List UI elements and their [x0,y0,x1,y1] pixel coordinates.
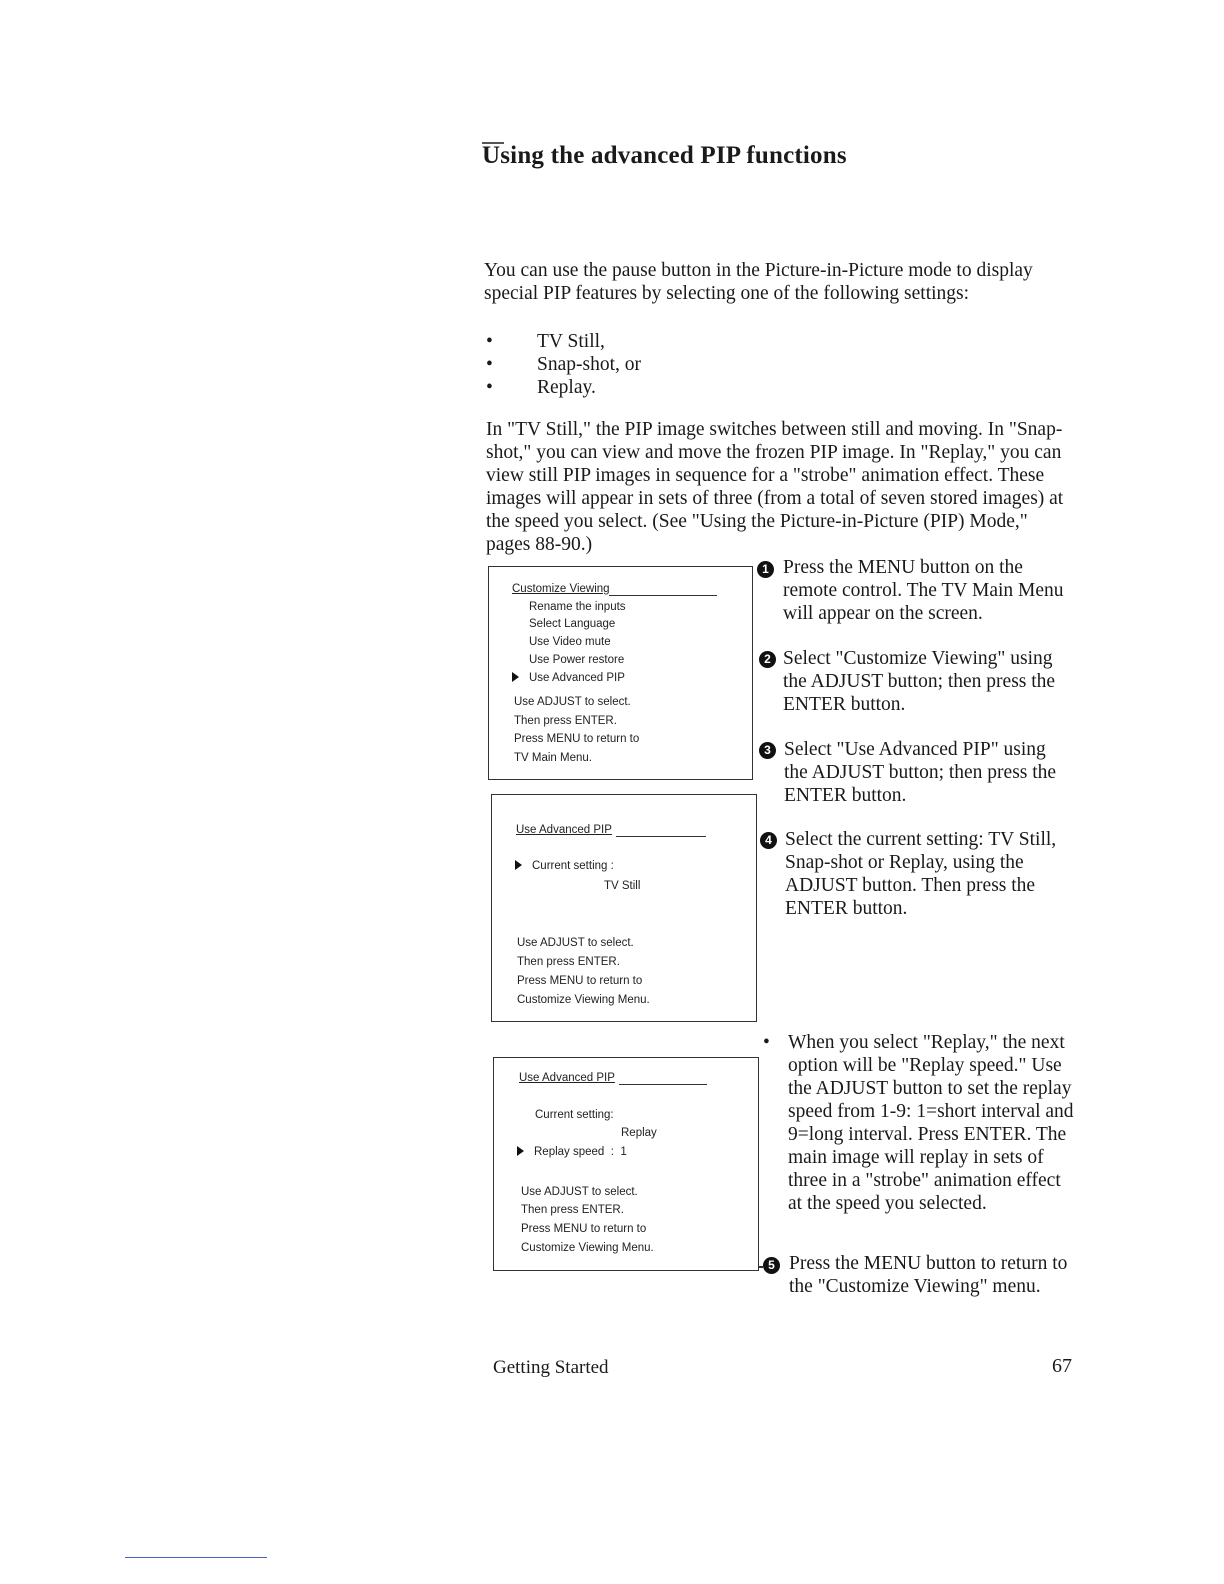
help-line: Press MENU to return to [514,733,640,745]
step-number-badge: 4 [760,832,777,849]
step-text: Press the MENU button on the remote control. The TV Main Menu will appear on the screen. [783,557,1064,624]
selection-arrow-icon [517,1146,524,1156]
help-line: Customize Viewing Menu. [521,1242,654,1254]
bullet-icon: • [486,331,493,352]
current-setting-label: Current setting: [535,1109,614,1121]
help-line: Then press ENTER. [517,956,620,968]
help-line: TV Main Menu. [514,752,592,764]
menu-item-selected: Use Advanced PIP [512,672,625,684]
use-advanced-pip-screen [491,794,757,1022]
step-text: Select "Customize Viewing" using the ADJUST button; then press the ENTER button. [783,648,1056,715]
customize-viewing-menu-screen [488,566,753,780]
title-underline [616,836,706,837]
help-line: Customize Viewing Menu. [517,994,650,1006]
step-number-badge: 5 [763,1257,780,1274]
menu-title: Use Advanced PIP [519,1072,615,1084]
current-setting-value: TV Still [604,880,641,892]
help-line: Then press ENTER. [521,1204,624,1216]
replay-note: When you select "Replay," the next option will be "Replay speed." Use the ADJUST button to set the replay speed from 1-9: 1=short interval and 9=long interval. Press ENTER. The main image will replay in sets of three in a "strobe" animation effect at the speed you selected. [788,1032,1074,1214]
step-number-badge: 3 [759,742,776,759]
list-item: • Replay. [486,377,596,398]
menu-item: Rename the inputs [529,601,626,613]
menu-item: Use Video mute [529,636,611,648]
settings-list [484,330,641,399]
bullet-icon: • [763,1032,770,1053]
menu-title: Use Advanced PIP [516,824,612,836]
step-text: Press the MENU button to return to the "Customize Viewing" menu. [789,1253,1068,1297]
replay-speed-row: Replay speed : 1 [517,1146,627,1158]
help-line: Press MENU to return to [517,975,643,987]
page-title: Using the advanced PIP functions [482,142,847,169]
step-text: Select the current setting: TV Still, Snap-shot or Replay, using the ADJUST button. Then press the ENTER button. [785,829,1057,919]
selection-arrow-icon [512,672,519,682]
bullet-icon: • [486,377,493,398]
current-setting-value: Replay [621,1127,657,1139]
bullet-icon: • [486,354,493,375]
current-setting-row: Current setting : [515,860,614,872]
step-number-badge: 1 [757,561,774,578]
footer-section-name: Getting Started [493,1357,609,1378]
menu-item: Select Language [529,618,616,630]
page-number: 67 [1052,1355,1072,1377]
help-line: Press MENU to return to [521,1223,647,1235]
menu-title: Customize Viewing [512,583,610,595]
help-line: Use ADJUST to select. [517,937,634,949]
menu-item: Use Power restore [529,654,625,666]
step-text: Select "Use Advanced PIP" using the ADJUST button; then press the ENTER button. [784,739,1057,806]
title-underline [609,595,717,596]
help-line: Then press ENTER. [514,715,617,727]
intro-paragraph: You can use the pause button in the Picture-in-Picture mode to display special PIP features by selecting one of the following settings: [484,260,1033,304]
list-item: • Snap-shot, or [486,354,641,375]
selection-arrow-icon [515,860,522,870]
bottom-rule [125,1557,267,1558]
help-line: Use ADJUST to select. [514,696,631,708]
list-item: • TV Still, [486,331,605,352]
title-underline [619,1084,707,1085]
help-line: Use ADJUST to select. [521,1186,638,1198]
replay-speed-screen [493,1057,759,1271]
detail-paragraph: In "TV Still," the PIP image switches between still and moving. In "Snap-shot," you can view and move the frozen PIP image. In "Replay," you can view still PIP images in sequence for a "strobe" animation effect. These images will appear in sets of three (from a total of seven stored images) at the speed you select. (See "Using the Picture-in-Picture (PIP) Mode," pages 88-90.) [486,419,1064,555]
step-number-badge: 2 [759,651,776,668]
